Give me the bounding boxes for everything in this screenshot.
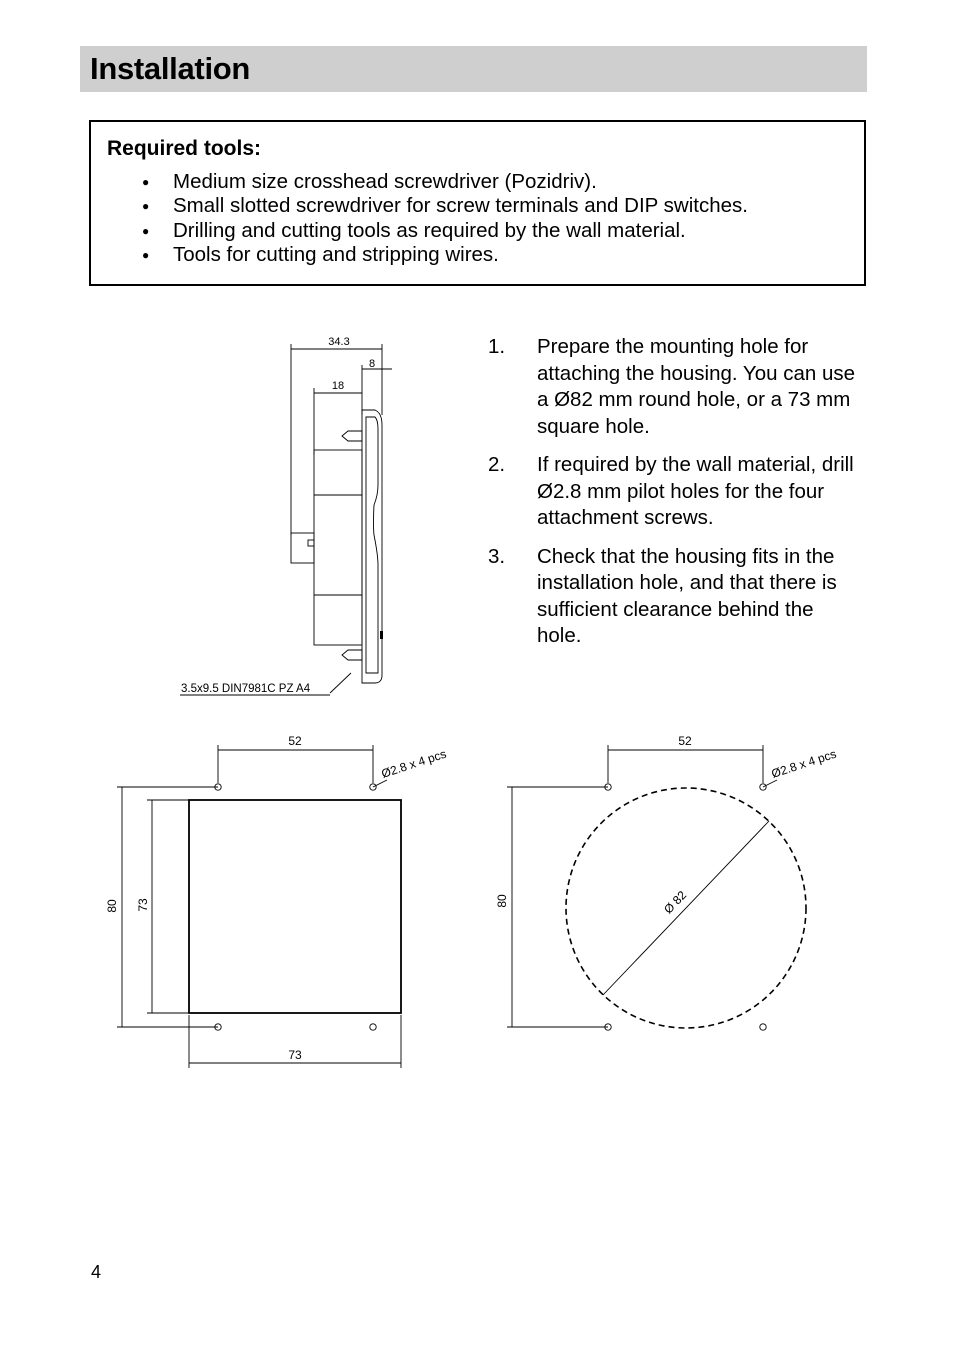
round-cutout-drawing xyxy=(485,725,865,1040)
tool-text: Drilling and cutting tools as required by the wall material. xyxy=(173,218,686,242)
steps-list xyxy=(488,334,858,662)
width-label: 73 xyxy=(288,1048,302,1062)
tools-heading: Required tools: xyxy=(107,137,262,160)
step-text: If required by the wall material, drill Ø2.8 mm pilot holes for the four attachment screws. xyxy=(537,453,854,529)
step-number: 2. xyxy=(488,453,506,476)
bullet-icon: ● xyxy=(142,247,150,262)
height-label: 80 xyxy=(495,894,509,908)
list-item xyxy=(142,194,748,218)
step-text: Check that the housing fits in the installation hole, and that there is sufficient clearance behind the hole. xyxy=(537,544,837,647)
step-number: 3. xyxy=(488,544,506,568)
hole-spacing-label: 52 xyxy=(678,734,692,748)
tool-text: Tools for cutting and stripping wires. xyxy=(173,242,499,266)
step-number: 1. xyxy=(488,335,506,358)
bullet-icon: ● xyxy=(142,199,150,214)
list-item xyxy=(488,452,858,532)
dim-total-label: 34.3 xyxy=(328,336,350,348)
screw-spec-label: 3.5x9.5 DIN7981C PZ A4 xyxy=(181,683,311,695)
list-item xyxy=(142,242,748,267)
tool-text: Medium size crosshead screwdriver (Pozidriv). xyxy=(173,170,597,193)
side-view-drawing xyxy=(170,325,410,710)
page-title: Installation xyxy=(90,51,251,86)
list-item xyxy=(142,170,748,194)
list-item xyxy=(488,544,858,650)
hole-diameter-label: Ø2.8 x 4 pcs xyxy=(379,746,449,781)
square-cutout-drawing xyxy=(95,725,475,1070)
bullet-icon: ● xyxy=(142,223,150,238)
hole-diameter-label: Ø2.8 x 4 pcs xyxy=(769,746,839,781)
dim-body-label: 18 xyxy=(331,380,345,392)
required-tools-box xyxy=(89,120,866,286)
dim-front-label: 8 xyxy=(368,358,376,370)
step-text: Prepare the mounting hole for attaching the housing. You can use a Ø82 mm round hole, or a 73 mm square hole. xyxy=(537,335,856,438)
hole-spacing-label: 52 xyxy=(288,734,302,748)
tool-text: Small slotted screwdriver for screw terminals and DIP switches. xyxy=(173,194,748,218)
bullet-icon: ● xyxy=(142,175,150,189)
diameter-label: Ø 82 xyxy=(661,888,690,917)
list-item xyxy=(142,218,748,243)
tools-list xyxy=(142,170,748,267)
section-header-bar xyxy=(80,46,867,92)
list-item xyxy=(488,334,858,440)
height-outer-label: 80 xyxy=(105,899,119,913)
height-inner-label: 73 xyxy=(136,898,150,912)
page-number: 4 xyxy=(91,1262,102,1282)
